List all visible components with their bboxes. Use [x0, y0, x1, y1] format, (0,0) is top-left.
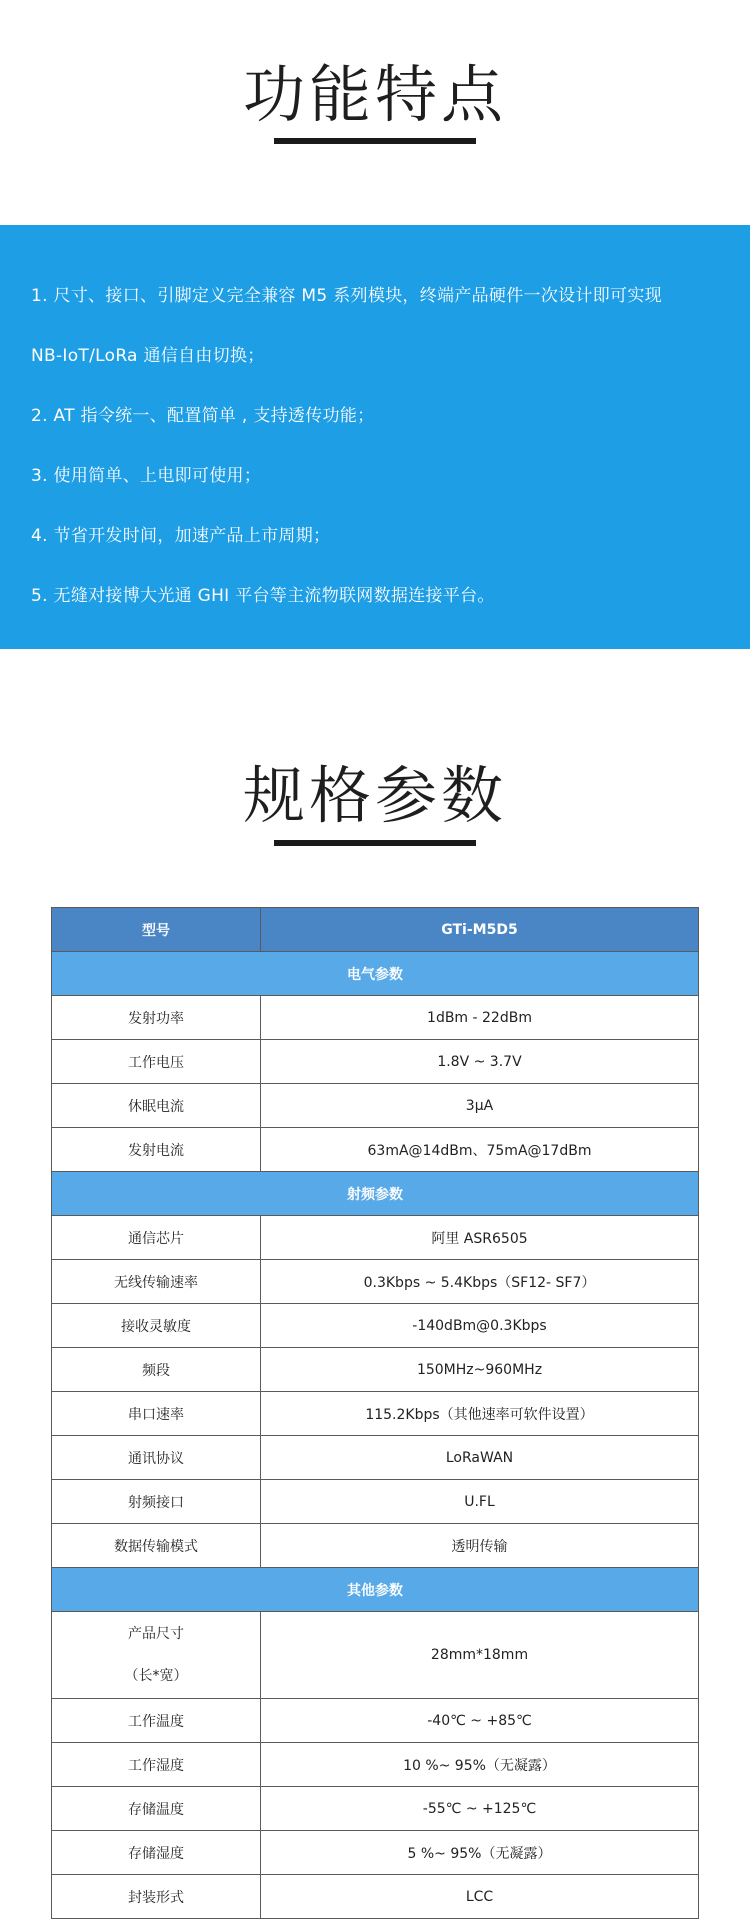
group-row-other	[52, 1568, 699, 1612]
param-value: 63mA@14dBm、75mA@17dBm	[261, 1128, 699, 1172]
table-row	[52, 1875, 699, 1919]
param-value: -55℃ ~ +125℃	[261, 1787, 699, 1831]
group-title: 其他参数	[52, 1568, 699, 1612]
spec-table	[51, 907, 699, 1919]
feature-item-2: 2. AT 指令统一、配置简单 , 支持透传功能；	[31, 406, 375, 426]
param-label: 无线传输速率	[52, 1260, 261, 1304]
param-label: 通信芯片	[52, 1216, 261, 1260]
spec-header-label: 型号	[52, 908, 261, 952]
param-label: 存储湿度	[52, 1831, 261, 1875]
group-title: 电气参数	[52, 952, 699, 996]
table-row-size	[52, 1612, 699, 1699]
features-title-underline	[274, 138, 476, 144]
table-row	[52, 1480, 699, 1524]
group-row-electrical	[52, 952, 699, 996]
param-value: 0.3Kbps ~ 5.4Kbps（SF12- SF7）	[261, 1260, 699, 1304]
table-row	[52, 1216, 699, 1260]
table-row	[52, 1304, 699, 1348]
param-value: 28mm*18mm	[261, 1612, 699, 1699]
table-row	[52, 1260, 699, 1304]
param-value: 10 %~ 95%（无凝露）	[261, 1743, 699, 1787]
param-label: 工作电压	[52, 1040, 261, 1084]
param-label: 发射电流	[52, 1128, 261, 1172]
table-row	[52, 1128, 699, 1172]
feature-item-5: 5. 无缝对接博大光通 GHI 平台等主流物联网数据连接平台。	[31, 586, 495, 606]
param-value: LCC	[261, 1875, 699, 1919]
table-row	[52, 1348, 699, 1392]
param-value: -140dBm@0.3Kbps	[261, 1304, 699, 1348]
param-label: 数据传输模式	[52, 1524, 261, 1568]
param-label: 工作湿度	[52, 1743, 261, 1787]
param-label: 射频接口	[52, 1480, 261, 1524]
feature-item-1: 1. 尺寸、接口、引脚定义完全兼容 M5 系列模块，终端产品硬件一次设计即可实现	[31, 286, 662, 306]
specs-title-underline	[274, 840, 476, 846]
param-value: 115.2Kbps（其他速率可软件设置）	[261, 1392, 699, 1436]
param-value: U.FL	[261, 1480, 699, 1524]
group-row-rf	[52, 1172, 699, 1216]
param-label: 发射功率	[52, 996, 261, 1040]
table-row	[52, 1743, 699, 1787]
param-label: 串口速率	[52, 1392, 261, 1436]
param-value: 阿里 ASR6505	[261, 1216, 699, 1260]
param-label: 封装形式	[52, 1875, 261, 1919]
param-label: 频段	[52, 1348, 261, 1392]
param-value: LoRaWAN	[261, 1436, 699, 1480]
specs-title: 规格参数	[242, 759, 507, 832]
param-value: 透明传输	[261, 1524, 699, 1568]
param-value: 150MHz~960MHz	[261, 1348, 699, 1392]
spec-header-value: GTi-M5D5	[261, 908, 699, 952]
group-title: 射频参数	[52, 1172, 699, 1216]
table-row	[52, 1831, 699, 1875]
param-label: 接收灵敏度	[52, 1304, 261, 1348]
table-row	[52, 1084, 699, 1128]
size-label-line2: （长*宽）	[124, 1668, 188, 1684]
features-title: 功能特点	[242, 58, 507, 131]
param-label	[52, 1612, 261, 1699]
param-label: 通讯协议	[52, 1436, 261, 1480]
table-row	[52, 996, 699, 1040]
param-value: 3μA	[261, 1084, 699, 1128]
param-label: 存储温度	[52, 1787, 261, 1831]
param-label: 工作温度	[52, 1699, 261, 1743]
table-row	[52, 1436, 699, 1480]
feature-item-1-cont: NB-IoT/LoRa 通信自由切换；	[31, 346, 265, 366]
param-value: 1dBm - 22dBm	[261, 996, 699, 1040]
param-label: 休眠电流	[52, 1084, 261, 1128]
param-value: 1.8V ~ 3.7V	[261, 1040, 699, 1084]
table-row	[52, 1524, 699, 1568]
table-row	[52, 1787, 699, 1831]
features-panel	[0, 225, 750, 649]
param-value: -40℃ ~ +85℃	[261, 1699, 699, 1743]
param-value: 5 %~ 95%（无凝露）	[261, 1831, 699, 1875]
table-row	[52, 1040, 699, 1084]
table-row	[52, 1699, 699, 1743]
feature-item-4: 4. 节省开发时间，加速产品上市周期；	[31, 526, 331, 546]
feature-item-3: 3. 使用简单、上电即可使用；	[31, 466, 262, 486]
table-row	[52, 1392, 699, 1436]
size-label-line1: 产品尺寸	[128, 1626, 184, 1642]
spec-header-row	[52, 908, 699, 952]
